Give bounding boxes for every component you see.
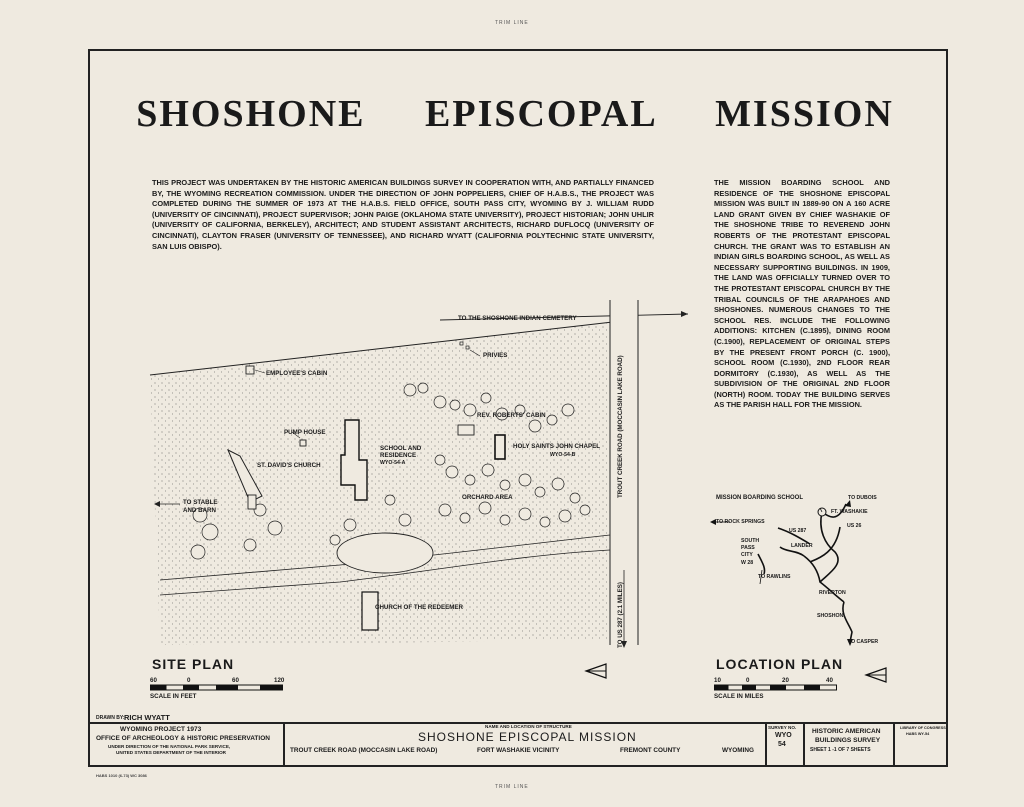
label-chapel: HOLY SAINTS JOHN CHAPEL xyxy=(513,443,600,450)
loc-label-rock-springs: TO ROCK SPRINGS xyxy=(716,519,765,525)
site-plan-heading: SITE PLAN xyxy=(152,656,235,672)
title-block-divider xyxy=(803,722,805,767)
label-residence-number: WYO-54-A xyxy=(380,460,406,466)
project-name: WYOMING PROJECT 1973 xyxy=(120,726,202,733)
title-block-divider xyxy=(893,722,895,767)
survey-number-state: WYO xyxy=(775,732,792,739)
label-stable: TO STABLE xyxy=(183,499,218,506)
site-scale-unit: SCALE IN FEET xyxy=(150,693,197,700)
sheet-number: SHEET 1 -1 OF 7 SHEETS xyxy=(810,747,871,753)
title-block-divider xyxy=(283,722,285,767)
loc-scale-tick-3: 40 xyxy=(826,677,833,684)
name-location-label: NAME AND LOCATION OF STRUCTURE xyxy=(485,724,572,729)
footer-form-number: HABS 1010 (6-73) WC 3086 xyxy=(96,773,147,778)
label-st-davids-church: ST. DAVID'S CHURCH xyxy=(257,462,321,469)
loc-scale-tick-0: 10 xyxy=(714,677,721,684)
label-rev-roberts-cabin: REV. ROBERTS' CABIN xyxy=(477,412,546,419)
structure-county: FREMONT COUNTY xyxy=(620,747,681,754)
drawn-by-name: RICH WYATT xyxy=(124,713,170,722)
loc-label-us26: US 26 xyxy=(847,523,862,529)
north-arrow-icon xyxy=(584,662,610,680)
department-text: UNITED STATES DEPARTMENT OF THE INTERIOR xyxy=(116,750,226,755)
location-scale-bar xyxy=(714,684,839,692)
habs-line-2: BUILDINGS SURVEY xyxy=(815,737,881,744)
site-scale-tick-1: 0 xyxy=(187,677,191,684)
structure-state: WYOMING xyxy=(722,747,754,754)
label-privies: PRIVIES xyxy=(483,352,508,359)
label-trout-creek-road: TROUT CREEK ROAD (MOCCASIN LAKE ROAD) xyxy=(617,355,624,498)
label-pump-house: PUMP HOUSE xyxy=(284,429,326,436)
site-scale-tick-3: 120 xyxy=(274,677,285,684)
intro-text: THIS PROJECT WAS UNDERTAKEN BY THE HISTORIC AMERICAN BUILDINGS SURVEY IN COOPERATION WITH, AND PARTIALLY FINANCED BY, THE WYOMING RECREATION COMMISSION. UNDER THE DIRECTION OF JOHN POPPELIERS, CHIEF OF H.A.B.S., THE PROJECT WAS COMPLETED DURING THE SUMMER OF 1973 AT THE H.A.B.S. FIELD OFFICE, SOUTH PASS CITY, WYOMING BY J. WILLIAM RUDD (UNIVERSITY OF CINCINNATI), PROJECT SUPERVISOR; JOHN PAIGE (OKLAHOMA STATE UNIVERSITY), PROJECT HISTORIAN; JOHN UHLIR (UNIVERSITY OF CALIFORNIA, BERKELEY), ARCHITECT; AND STUDENT ASSISTANT ARCHITECTS, RICHARD DUFLOCQ (UNIVERSITY OF CINCINNATI), CLAYTON FRASER (UNIVERSITY OF TENNESSEE), AND RICHARD WYATT (CALIFORNIA POLYTECHNIC STATE UNIVERSITY, SAN LUIS OBISPO). xyxy=(152,178,654,251)
survey-number-label: SURVEY NO. xyxy=(768,725,797,730)
label-church-redeemer: CHURCH OF THE REDEEMER xyxy=(375,604,464,611)
trim-line-bottom: TRIM LINE xyxy=(495,784,529,790)
location-scale-unit: SCALE IN MILES xyxy=(714,693,764,700)
loc-label-mission: MISSION BOARDING SCHOOL xyxy=(716,495,804,501)
drawn-by-label: DRAWN BY: xyxy=(96,715,125,721)
loc-label-pass: PASS xyxy=(741,545,755,551)
direction-text: UNDER DIRECTION OF THE NATIONAL PARK SERVICE, xyxy=(108,744,231,749)
loc-label-casper: TO CASPER xyxy=(848,639,879,645)
structure-vicinity: FORT WASHAKIE VICINITY xyxy=(477,747,560,754)
library-line-2: HABS WY-54 xyxy=(906,732,930,736)
label-us-287: TO US 287 (2.1 MILES) xyxy=(617,582,624,648)
label-orchard-area: ORCHARD AREA xyxy=(462,494,513,501)
title-block-divider xyxy=(765,722,767,767)
north-arrow-icon xyxy=(864,666,890,684)
library-line-1: LIBRARY OF CONGRESS xyxy=(900,726,946,730)
site-scale-tick-0: 60 xyxy=(150,677,157,684)
loc-label-us287: US 287 xyxy=(789,528,807,534)
office-name: OFFICE OF ARCHEOLOGY & HISTORIC PRESERVATION xyxy=(96,735,270,742)
location-plan-heading: LOCATION PLAN xyxy=(716,656,844,672)
history-text: THE MISSION BOARDING SCHOOL AND RESIDENCE OF THE SHOSHONE EPISCOPAL MISSION WAS BUILT IN 1889-90 ON A 160 ACRE LAND GRANT GIVEN BY CHIEF WASHAKIE OF THE SHOSHONE TRIBE TO REVEREND JOHN ROBERTS OF THE PROTESTANT EPISCOPAL CHURCH. THE GRANT WAS TO ESTABLISH AN INDIAN GIRLS BOARDING SCHOOL, AS WELL AS NECESSARY SUPPORTING BUILDINGS. IN 1909, THE LAND WAS OFFICIALLY TURNED OVER TO THE PROTESTANT EPISCOPAL CHURCH BY THE TRIBAL COUNCILS OF THE ARAPAHOES AND SHOSHONES. NUMEROUS CHANGES TO THE SCHOOL RES. INCLUDE THE FOLLOWING ADDITIONS: KITCHEN (C.1895), DINING ROOM (C.1900), REPLACEMENT OF ORIGINAL STEPS BY THE PRESENT FRONT PORCH (C. 1900), SCHOOL ROOM (C.1930), 2ND FLOOR REAR DORMITORY (C.1930), AS WELL AS THE SUBDIVISION OF THE ORIGINAL 2ND FLOOR (NORTH) ROOM. TODAY THE BUILDING SERVES AS THE PARISH HALL FOR THE MISSION. xyxy=(714,178,890,410)
survey-number: 54 xyxy=(778,741,786,748)
label-cemetery: TO THE SHOSHONE INDIAN CEMETERY xyxy=(458,315,577,322)
loc-label-lander: LANDER xyxy=(791,543,813,549)
site-scale-bar xyxy=(150,684,285,692)
loc-label-south: SOUTH xyxy=(741,538,760,544)
loc-label-riverton: RIVERTON xyxy=(819,590,846,596)
label-school: SCHOOL AND xyxy=(380,445,422,452)
loc-label-w28: W 28 xyxy=(741,560,754,566)
loc-label-dubois: TO DUBOIS xyxy=(848,495,877,501)
loc-label-shoshoni: SHOSHONI xyxy=(817,613,845,619)
loc-scale-tick-2: 20 xyxy=(782,677,789,684)
trim-line-top: TRIM LINE xyxy=(495,20,529,26)
page-title: SHOSHONE EPISCOPAL MISSION xyxy=(136,93,894,135)
label-chapel-number: WYO-54-B xyxy=(550,452,576,458)
loc-label-rawlins: TO RAWLINS xyxy=(758,574,791,580)
structure-name: SHOSHONE EPISCOPAL MISSION xyxy=(418,730,637,744)
location-plan-map xyxy=(700,492,900,652)
label-barn: AND BARN xyxy=(183,507,216,514)
loc-scale-tick-1: 0 xyxy=(746,677,750,684)
site-plan-drawing xyxy=(140,270,700,650)
loc-label-ft-washakie: FT. WASHAKIE xyxy=(831,509,868,515)
label-employee-cabin: EMPLOYEE'S CABIN xyxy=(266,370,328,377)
label-residence: RESIDENCE xyxy=(380,452,417,459)
habs-line-1: HISTORIC AMERICAN xyxy=(812,728,881,735)
structure-road: TROUT CREEK ROAD (MOCCASIN LAKE ROAD) xyxy=(290,747,438,754)
site-scale-tick-2: 60 xyxy=(232,677,239,684)
loc-label-city: CITY xyxy=(741,552,753,558)
